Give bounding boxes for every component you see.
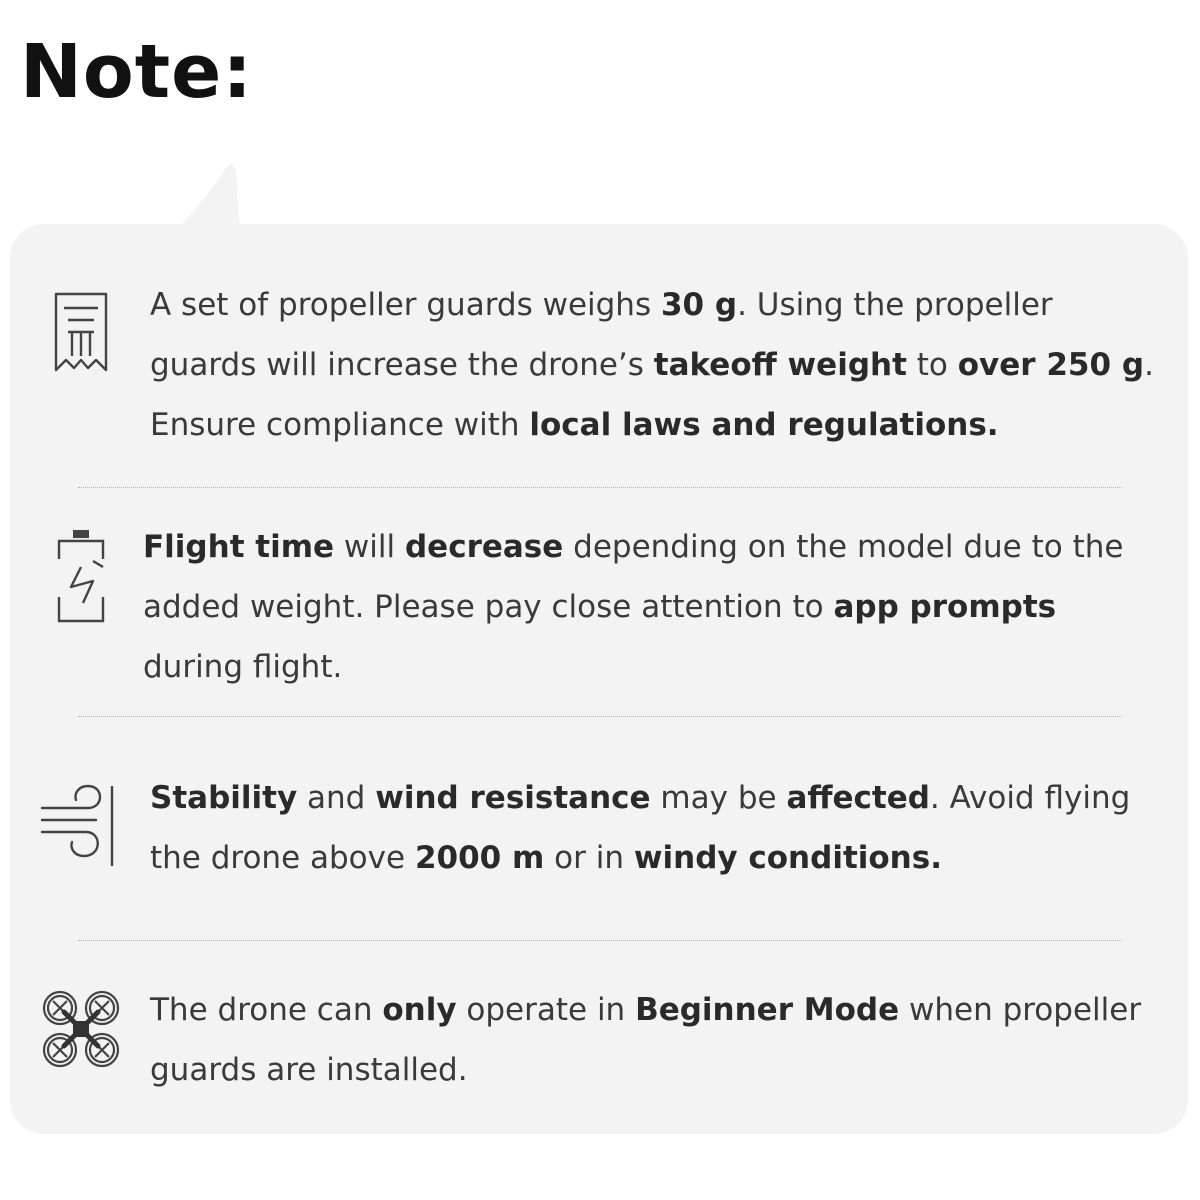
note-beginner-mode: [150, 980, 1150, 1100]
note-text: during flight.: [143, 649, 343, 685]
note-emphasis: takeoff weight: [653, 347, 907, 383]
bubble-tail: [0, 0, 300, 240]
note-text: or in: [544, 840, 634, 876]
note-emphasis: app prompts: [833, 589, 1057, 625]
note-text: to: [906, 347, 958, 383]
battery-charging-icon: [55, 527, 107, 625]
drone-icon: [40, 988, 122, 1070]
note-text: when propeller guards are installed.: [150, 992, 1142, 1088]
note-emphasis: only: [382, 992, 457, 1028]
note-emphasis: Beginner Mode: [635, 992, 900, 1028]
note-text: will: [334, 529, 405, 565]
note-propeller-guard-weight: [150, 275, 1160, 455]
note-stability-wind: [150, 768, 1150, 888]
note-emphasis: 2000 m: [414, 840, 545, 876]
note-emphasis: affected: [786, 780, 930, 816]
note-text: . Avoid flying the drone above: [150, 780, 1131, 876]
document-list-icon: [50, 290, 112, 372]
note-text: depending on the model due to the added weight. Please pay close attention to: [143, 529, 1124, 625]
note-emphasis: local laws and regulations.: [529, 407, 999, 443]
note-text: . Ensure compliance with: [150, 347, 1154, 443]
divider: [78, 716, 1122, 717]
note-emphasis: 30 g: [660, 287, 738, 323]
wind-icon: [38, 782, 120, 868]
note-text: A set of propeller guards weighs: [150, 287, 661, 323]
page-title: Note:: [20, 29, 253, 115]
note-emphasis: Flight time: [143, 529, 335, 565]
note-emphasis: Stability: [150, 780, 298, 816]
note-emphasis: over 250 g: [957, 347, 1145, 383]
note-text: The drone can: [150, 992, 383, 1028]
divider: [78, 487, 1122, 488]
note-text: operate in: [456, 992, 636, 1028]
note-emphasis: wind resistance: [375, 780, 651, 816]
divider: [78, 940, 1122, 941]
note-flight-time: [143, 517, 1143, 697]
note-text: . Using the propeller guards will increase the drone’s: [150, 287, 1053, 383]
note-emphasis: windy conditions.: [633, 840, 942, 876]
note-text: may be: [650, 780, 787, 816]
note-emphasis: decrease: [404, 529, 564, 565]
note-text: and: [297, 780, 376, 816]
